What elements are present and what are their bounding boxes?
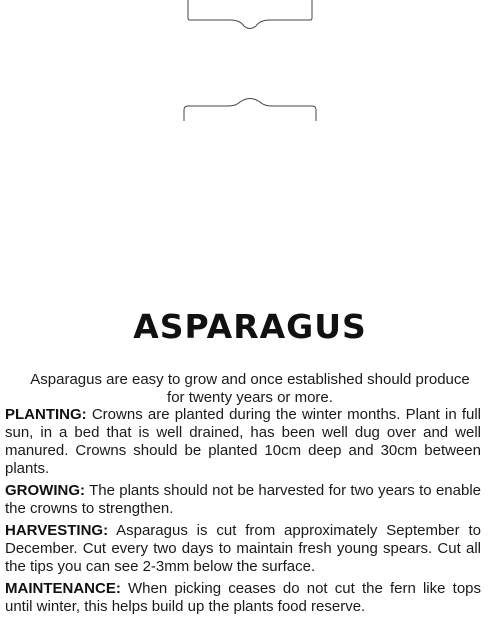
section-label: GROWING: [5, 482, 85, 499]
section-growing [5, 482, 481, 518]
page-title: ASPARAGUS [133, 307, 367, 346]
section-harvesting [5, 522, 481, 576]
section-text: When picking ceases do not cut the fern like tops until winter, this helps build up the plants food reserve. [5, 580, 482, 615]
section-label: MAINTENANCE: [5, 580, 121, 597]
hang-tab-top [0, 0, 500, 32]
section-maintenance [5, 580, 481, 616]
section-text: Crowns are planted during the winter months. Plant in full sun, in a bed that is well drained, has been well dug over and well manured. Crowns should be planted 10cm deep and 30cm between plants. [5, 406, 482, 477]
hang-hole-outline [0, 92, 500, 122]
care-sections [5, 406, 481, 620]
section-label: HARVESTING: [5, 522, 109, 539]
section-text: Asparagus is cut from approximately September to December. Cut every two days to maintain fresh young spears. Cut all the tips you can see 2-3mm below the surface. [5, 522, 481, 575]
intro-text: Asparagus are easy to grow and once established should produce for twenty years or more. [30, 371, 470, 406]
section-planting [5, 406, 481, 478]
section-label: PLANTING: [5, 406, 87, 423]
section-text: The plants should not be harvested for two years to enable the crowns to strengthen. [5, 482, 481, 517]
